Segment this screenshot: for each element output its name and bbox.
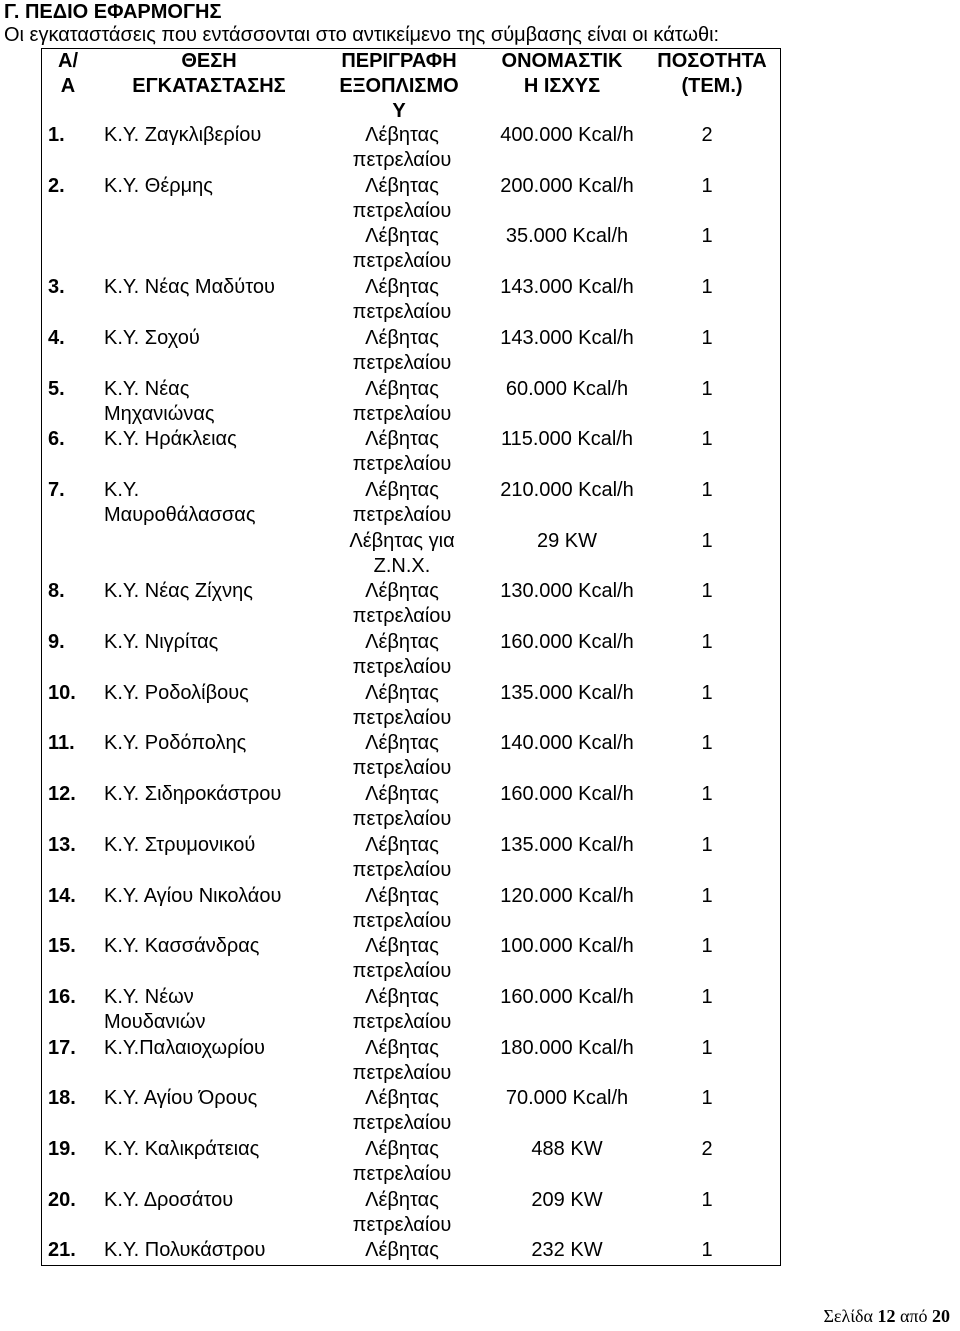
row-equipment: Λέβητας πετρελαίου xyxy=(352,124,452,171)
row-power: 160.000 Kcal/h xyxy=(500,631,634,653)
row-location: Κ.Υ. Κασσάνδρας xyxy=(104,935,260,958)
row-equipment: Λέβητας πετρελαίου xyxy=(352,935,452,983)
row-location: Κ.Υ. Στρυμονικού xyxy=(104,833,256,856)
footer-prefix: Σελίδα xyxy=(823,1306,878,1326)
row-number: 5. xyxy=(48,377,65,400)
row-location: Κ.Υ.Παλαιοχωρίου xyxy=(104,1036,265,1059)
row-power: 115.000 Kcal/h xyxy=(501,428,633,451)
row-equipment: Λέβητας πετρελαίου xyxy=(352,1188,452,1236)
row-location: Κ.Υ. Ροδόπολης xyxy=(104,732,247,755)
row-location: Κ.Υ. Ζαγκλιβερίου xyxy=(104,124,262,146)
row-location: Κ.Υ. Νέων Μουδανιών xyxy=(104,985,206,1033)
row-number: 13. xyxy=(48,833,76,856)
row-power: 200.000 Kcal/h xyxy=(500,174,634,197)
row-quantity: 1 xyxy=(701,1188,713,1211)
row-power: 160.000 Kcal/h xyxy=(500,783,634,806)
row-number: 7. xyxy=(48,478,65,501)
row-equipment: Λέβητας πετρελαίου xyxy=(352,732,452,780)
row-quantity: 1 xyxy=(701,833,713,856)
row-quantity: 1 xyxy=(701,884,713,907)
row-quantity: 1 xyxy=(701,377,713,400)
header-location: ΘΕΣΗ ΕΓΚΑΤΑΣΤΑΣΗΣ xyxy=(132,50,286,97)
row-location: Κ.Υ. Αγίου Νικολάου xyxy=(104,884,282,907)
row-equipment: Λέβητας πετρελαίου xyxy=(352,1138,452,1185)
row-equipment: Λέβητας για Ζ.Ν.Χ. xyxy=(349,529,455,577)
row-number: 20. xyxy=(48,1188,76,1211)
row-quantity: 2 xyxy=(701,124,713,146)
row-quantity: 1 xyxy=(701,529,713,552)
row-number: 12. xyxy=(48,783,76,806)
row-power: 180.000 Kcal/h xyxy=(500,1036,634,1059)
row-power: 140.000 Kcal/h xyxy=(500,732,634,755)
row-quantity: 1 xyxy=(701,631,713,653)
row-quantity: 1 xyxy=(701,783,713,806)
row-quantity: 1 xyxy=(701,580,713,603)
row-location: Κ.Υ. Νέας Ζίχνης xyxy=(104,580,253,603)
row-location: Κ.Υ. Νέας Μηχανιώνας xyxy=(104,377,215,425)
row-location: Κ.Υ. Δροσάτου xyxy=(104,1188,234,1211)
row-number: 18. xyxy=(48,1087,76,1110)
row-power: 100.000 Kcal/h xyxy=(500,935,634,958)
row-equipment: Λέβητας πετρελαίου xyxy=(352,985,452,1033)
row-location: Κ.Υ. Νιγρίτας xyxy=(104,631,219,653)
row-quantity: 1 xyxy=(701,276,713,299)
row-equipment: Λέβητας πετρελαίου xyxy=(352,428,452,476)
row-quantity: 1 xyxy=(701,681,713,704)
header-equipment: ΠΕΡΙΓΡΑΦΗ ΕΞΟΠΛΙΣΜΟ Υ xyxy=(339,50,459,122)
row-equipment: Λέβητας πετρελαίου xyxy=(352,326,452,374)
row-power: 70.000 Kcal/h xyxy=(505,1087,629,1110)
row-power: 400.000 Kcal/h xyxy=(500,124,634,146)
row-number: 2. xyxy=(48,174,65,197)
row-quantity: 1 xyxy=(701,478,713,501)
section-heading: Γ. ΠΕΔΙΟ ΕΦΑΡΜΟΓΗΣ xyxy=(4,1,222,23)
footer-total: 20 xyxy=(932,1306,950,1326)
row-number: 17. xyxy=(48,1036,76,1059)
row-power: 130.000 Kcal/h xyxy=(500,580,634,603)
row-equipment: Λέβητας πετρελαίου xyxy=(352,783,452,831)
row-equipment: Λέβητας πετρελαίου xyxy=(352,174,452,222)
row-equipment: Λέβητας πετρελαίου xyxy=(352,884,452,932)
intro-text: Οι εγκαταστάσεις που εντάσσονται στο αντικείμενο της σύμβασης είναι οι κάτωθι: xyxy=(4,24,720,46)
row-equipment: Λέβητας πετρελαίου xyxy=(352,1087,452,1135)
row-equipment: Λέβητας πετρελαίου xyxy=(352,276,452,324)
row-location: Κ.Υ. Σοχού xyxy=(104,326,200,349)
row-power: 35.000 Kcal/h xyxy=(505,225,629,248)
row-power: 160.000 Kcal/h xyxy=(500,985,634,1008)
row-location: Κ.Υ. Σιδηροκάστρου xyxy=(104,783,282,806)
row-equipment: Λέβητας πετρελαίου xyxy=(352,225,452,273)
row-equipment: Λέβητας πετρελαίου xyxy=(352,1036,452,1084)
row-number: 9. xyxy=(48,631,65,653)
row-quantity: 1 xyxy=(701,1087,713,1110)
row-location: Κ.Υ. Μαυροθάλασσας xyxy=(104,478,256,526)
row-number: 16. xyxy=(48,985,76,1008)
row-equipment: Λέβητας πετρελαίου xyxy=(352,580,452,628)
row-quantity: 1 xyxy=(701,326,713,349)
row-power: 135.000 Kcal/h xyxy=(500,681,634,704)
row-number: 21. xyxy=(48,1239,76,1262)
row-quantity: 1 xyxy=(701,428,713,451)
row-quantity: 1 xyxy=(701,985,713,1008)
header-power: ΟΝΟΜΑΣΤΙΚ Η ΙΣΧΥΣ xyxy=(501,50,623,97)
row-number: 6. xyxy=(48,428,65,451)
footer-mid: από xyxy=(895,1306,932,1326)
row-number: 11. xyxy=(48,732,75,755)
row-power: 209 KW xyxy=(531,1188,603,1211)
row-equipment: Λέβητας πετρελαίου xyxy=(352,833,452,881)
row-equipment: Λέβητας πετρελαίου xyxy=(352,377,452,425)
row-location: Κ.Υ. Νέας Μαδύτου xyxy=(104,276,275,299)
row-number: 3. xyxy=(48,276,65,299)
row-power: 135.000 Kcal/h xyxy=(500,833,634,856)
row-equipment: Λέβητας xyxy=(365,1239,439,1262)
row-number: 4. xyxy=(48,326,65,349)
row-power: 143.000 Kcal/h xyxy=(500,276,634,299)
row-power: 232 KW xyxy=(531,1239,603,1262)
row-quantity: 2 xyxy=(701,1138,713,1160)
header-qty: ΠΟΣΟΤΗΤΑ (ΤΕΜ.) xyxy=(657,50,767,97)
row-quantity: 1 xyxy=(701,225,713,248)
row-location: Κ.Υ. Θέρμης xyxy=(104,174,213,197)
row-location: Κ.Υ. Αγίου Όρους xyxy=(104,1087,258,1110)
row-power: 60.000 Kcal/h xyxy=(505,377,629,400)
row-quantity: 1 xyxy=(701,732,713,755)
row-equipment: Λέβητας πετρελαίου xyxy=(352,631,452,678)
row-equipment: Λέβητας πετρελαίου xyxy=(352,681,452,729)
row-number: 10. xyxy=(48,681,76,704)
row-power: 210.000 Kcal/h xyxy=(500,478,634,501)
row-number: 15. xyxy=(48,935,76,958)
page-footer xyxy=(823,1306,950,1327)
row-quantity: 1 xyxy=(701,935,713,958)
row-quantity: 1 xyxy=(701,1239,713,1262)
row-number: 14. xyxy=(48,884,76,907)
row-power: 143.000 Kcal/h xyxy=(500,326,634,349)
row-location: Κ.Υ. Πολυκάστρου xyxy=(104,1239,266,1262)
row-location: Κ.Υ. Ροδολίβους xyxy=(104,681,249,704)
footer-page: 12 xyxy=(877,1306,896,1326)
row-location: Κ.Υ. Καλικράτειας xyxy=(104,1138,260,1160)
row-equipment: Λέβητας πετρελαίου xyxy=(352,478,452,526)
header-num: Α/ Α xyxy=(58,50,78,97)
row-power: 120.000 Kcal/h xyxy=(500,884,634,907)
row-power: 488 KW xyxy=(531,1138,603,1160)
row-quantity: 1 xyxy=(701,174,713,197)
row-quantity: 1 xyxy=(701,1036,713,1059)
row-number: 19. xyxy=(48,1138,76,1160)
row-number: 1. xyxy=(48,124,65,146)
installations-table xyxy=(41,48,781,1266)
row-location: Κ.Υ. Ηράκλειας xyxy=(104,428,237,451)
row-number: 8. xyxy=(48,580,65,603)
row-power: 29 KW xyxy=(536,529,598,552)
